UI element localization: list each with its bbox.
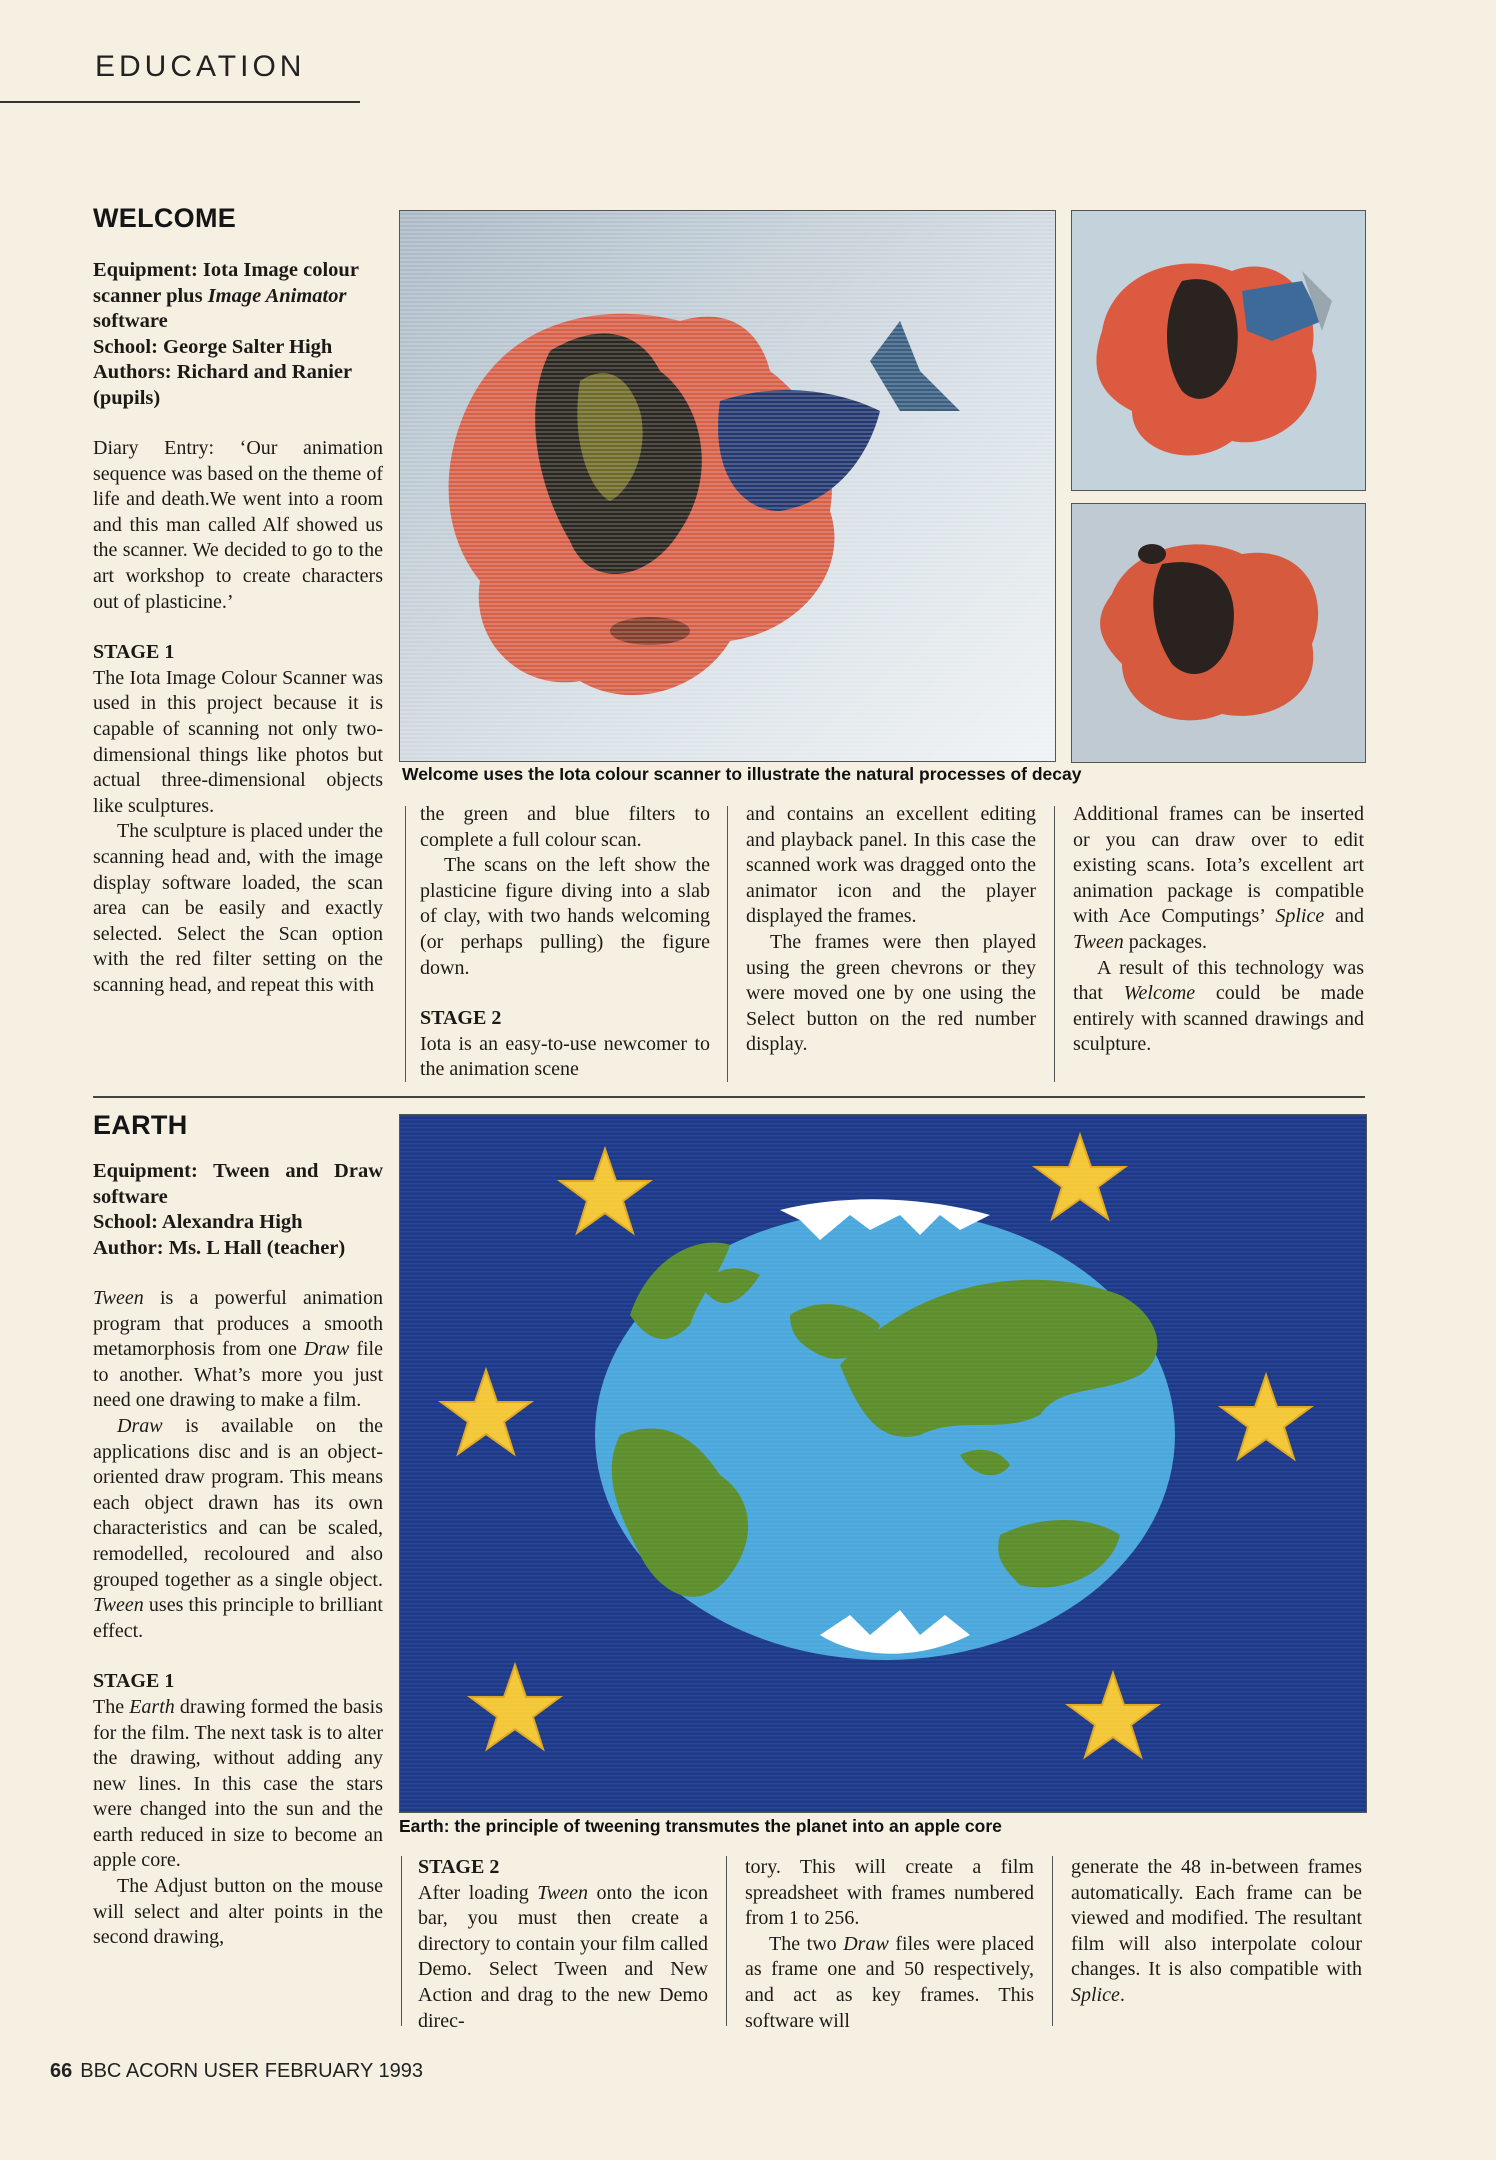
earth-c2-tween: Tween xyxy=(537,1881,588,1904)
earth-c3-text-b: files were placed as frame one and 50 respectively, and act as key frames. This software will xyxy=(745,1932,1034,2032)
earth-title: EARTH xyxy=(93,1110,188,1140)
earth-s1-earth: Earth xyxy=(129,1695,175,1718)
earth-stage1-heading: STAGE 1 xyxy=(93,1670,175,1693)
earth-caption: Earth: the principle of tweening transmutes the planet into an apple core xyxy=(399,1816,1002,1836)
welcome-col4-paragraph-2 xyxy=(1073,956,1364,1058)
earth-p1-tween: Tween xyxy=(93,1287,144,1309)
earth-p2-draw: Draw xyxy=(117,1414,163,1437)
welcome-equipment-software: Image Animator xyxy=(207,284,347,307)
header-rule xyxy=(0,101,360,103)
earth-c4-text-b: . xyxy=(1119,1983,1125,2006)
page-number: 66 xyxy=(50,2060,73,2082)
welcome-stage1-paragraph-2: The sculpture is placed under the scanning head and, with the image display software loaded, the scan area can be easily and exactly selected. Select the Scan option with the red filter setting on the scanning head, and repeat this with xyxy=(93,820,383,996)
section-divider xyxy=(93,1096,1365,1098)
earth-p1-draw: Draw xyxy=(303,1338,350,1361)
earth-column-rule-2 xyxy=(726,1856,727,2026)
earth-c3-text-a: The two xyxy=(769,1932,844,1955)
earth-column-3 xyxy=(745,1855,1034,2034)
welcome-col3-paragraph-1: and contains an excellent editing and playback panel. In this case the scanned work was dragged onto the animator icon and the player displayed the frames. xyxy=(746,803,1036,928)
earth-stage1-paragraph-1 xyxy=(93,1695,383,1874)
earth-stage2-heading: STAGE 2 xyxy=(418,1856,500,1878)
welcome-thumbnail-1-illustration xyxy=(1072,211,1365,490)
earth-illustration xyxy=(400,1115,1366,1812)
welcome-column-3 xyxy=(746,802,1036,1058)
earth-illustration-image xyxy=(399,1114,1367,1813)
welcome-column-4 xyxy=(1073,802,1364,1058)
welcome-title: WELCOME xyxy=(93,203,237,233)
earth-meta xyxy=(93,1159,383,1261)
welcome-main-scan-image xyxy=(399,210,1056,762)
earth-p2-text-b: uses this principle to brilliant effect. xyxy=(93,1594,383,1642)
earth-c3-draw: Draw xyxy=(843,1932,889,1955)
earth-equipment: Equipment: Tween and Draw software xyxy=(93,1160,383,1208)
welcome-meta xyxy=(93,258,383,411)
earth-col2-paragraph xyxy=(418,1881,708,2035)
welcome-caption: Welcome uses the Iota colour scanner to illustrate the natural processes of decay xyxy=(402,764,1082,784)
welcome-column-2 xyxy=(420,802,710,1083)
welcome-col4-paragraph-1 xyxy=(1073,802,1364,956)
welcome-stage2-heading: STAGE 2 xyxy=(420,1007,502,1030)
welcome-diary-entry: Diary Entry: ‘Our animation sequence was based on the theme of life and death.We went into a room and this man called Alf showed us the scanner. We decided to go to the art workshop to create characters out of plasticine.’ xyxy=(93,437,383,613)
welcome-stage1-heading: STAGE 1 xyxy=(93,641,175,664)
earth-paragraph-1 xyxy=(93,1286,383,1414)
welcome-thumbnail-2 xyxy=(1071,503,1366,763)
welcome-column-rule-3 xyxy=(1054,806,1055,1082)
welcome-authors: Authors: Richard and Ranier (pupils) xyxy=(93,361,352,409)
earth-col3-paragraph-1: tory. This will create a film spreadsheet with frames numbered from 1 to 256. xyxy=(745,1856,1034,1930)
earth-school: School: Alexandra High xyxy=(93,1211,303,1233)
earth-p1-text-a: is a powerful animation program that produces a smooth metamorphosis from one xyxy=(93,1287,383,1361)
section-header: EDUCATION xyxy=(95,50,306,83)
earth-c4-text-a: generate the 48 in-between frames automatically. Each frame can be viewed and modified. The resultant film will also interpolate colour changes. It is also compatible with xyxy=(1071,1856,1362,1981)
earth-p1-text-b: file to another. What’s more you just need one drawing to make a film. xyxy=(93,1338,383,1412)
earth-c4-splice: Splice xyxy=(1071,1983,1120,2006)
welcome-col4-text-c: A result of this technology was that xyxy=(1073,956,1364,1005)
earth-column-4 xyxy=(1071,1855,1362,2009)
earth-c2-text-a: After loading xyxy=(418,1881,538,1904)
earth-column-2 xyxy=(418,1855,708,2034)
earth-s1-text-b: drawing formed the basis for the film. The next task is to alter the drawing, without adding any new lines. In this case the stars were changed into the sun and the earth reduced in size to become an apple core. xyxy=(93,1695,383,1872)
welcome-stage1-paragraph-1: The Iota Image Colour Scanner was used in this project because it is capable of scanning not only two-dimensional things like photos but actual three-dimensional objects like sculptures. xyxy=(93,666,383,817)
earth-c2-text-b: onto the icon bar, you must then create a directory to contain your film called Demo. Select Tween and New Action and drag to the new Demo direc- xyxy=(418,1881,708,2032)
welcome-col4-splice: Splice xyxy=(1275,905,1325,928)
earth-p2-text-a: is available on the applications disc and is an object-oriented draw program. This means each object drawn has its own characteristics and can be scaled, remodelled, recoloured and also grouped together as a single object. xyxy=(93,1414,383,1591)
welcome-thumbnail-1 xyxy=(1071,210,1366,491)
page-footer xyxy=(50,2060,423,2083)
earth-s1-text-a: The xyxy=(93,1695,130,1718)
welcome-column-rule-1 xyxy=(405,806,406,1082)
welcome-col4-tween: Tween xyxy=(1073,930,1124,953)
earth-paragraph-2 xyxy=(93,1414,383,1644)
welcome-col4-welcome: Welcome xyxy=(1123,982,1196,1005)
welcome-col2-paragraph-1: the green and blue filters to complete a full colour scan. xyxy=(420,803,710,851)
earth-column-rule-1 xyxy=(401,1856,402,2026)
welcome-col4-text-a: Additional frames can be inserted or you can draw over to edit existing scans. Iota’s excellent art animation package is compatible with Ace Computings’ xyxy=(1073,803,1364,928)
welcome-col4-and: and xyxy=(1324,905,1364,928)
earth-p2-tween: Tween xyxy=(93,1594,144,1617)
earth-column-1 xyxy=(93,1159,383,1951)
welcome-col2-paragraph-3: Iota is an easy-to-use newcomer to the animation scene xyxy=(420,1032,710,1081)
welcome-col4-text-d: could be made entirely with scanned drawings and sculpture. xyxy=(1073,982,1364,1056)
welcome-col3-paragraph-2: The frames were then played using the green chevrons or they were moved one by one using the Select button on the red number display. xyxy=(746,930,1036,1056)
welcome-column-1 xyxy=(93,258,383,998)
welcome-equipment-suffix: software xyxy=(93,310,168,332)
welcome-col4-text-b: packages. xyxy=(1123,930,1208,953)
earth-column-rule-3 xyxy=(1052,1856,1053,2026)
earth-col4-paragraph xyxy=(1071,1855,1362,2009)
publication-name: BBC ACORN USER FEBRUARY 1993 xyxy=(80,2060,423,2082)
welcome-thumbnail-2-illustration xyxy=(1072,504,1365,762)
earth-stage1-paragraph-2: The Adjust button on the mouse will select and alter points in the second drawing, xyxy=(93,1875,383,1949)
welcome-equipment-text: Equipment: Iota Image colour scanner plus xyxy=(93,259,359,307)
welcome-main-scan-illustration xyxy=(400,211,1055,761)
welcome-col2-paragraph-2: The scans on the left show the plasticine figure diving into a slab of clay, with two hands welcoming (or perhaps pulling) the figure down. xyxy=(420,854,710,979)
earth-col3-paragraph-2 xyxy=(745,1932,1034,2034)
welcome-column-rule-2 xyxy=(727,806,728,1082)
welcome-equipment xyxy=(93,258,383,335)
welcome-school: School: George Salter High xyxy=(93,335,333,358)
earth-author: Author: Ms. L Hall (teacher) xyxy=(93,1236,346,1259)
